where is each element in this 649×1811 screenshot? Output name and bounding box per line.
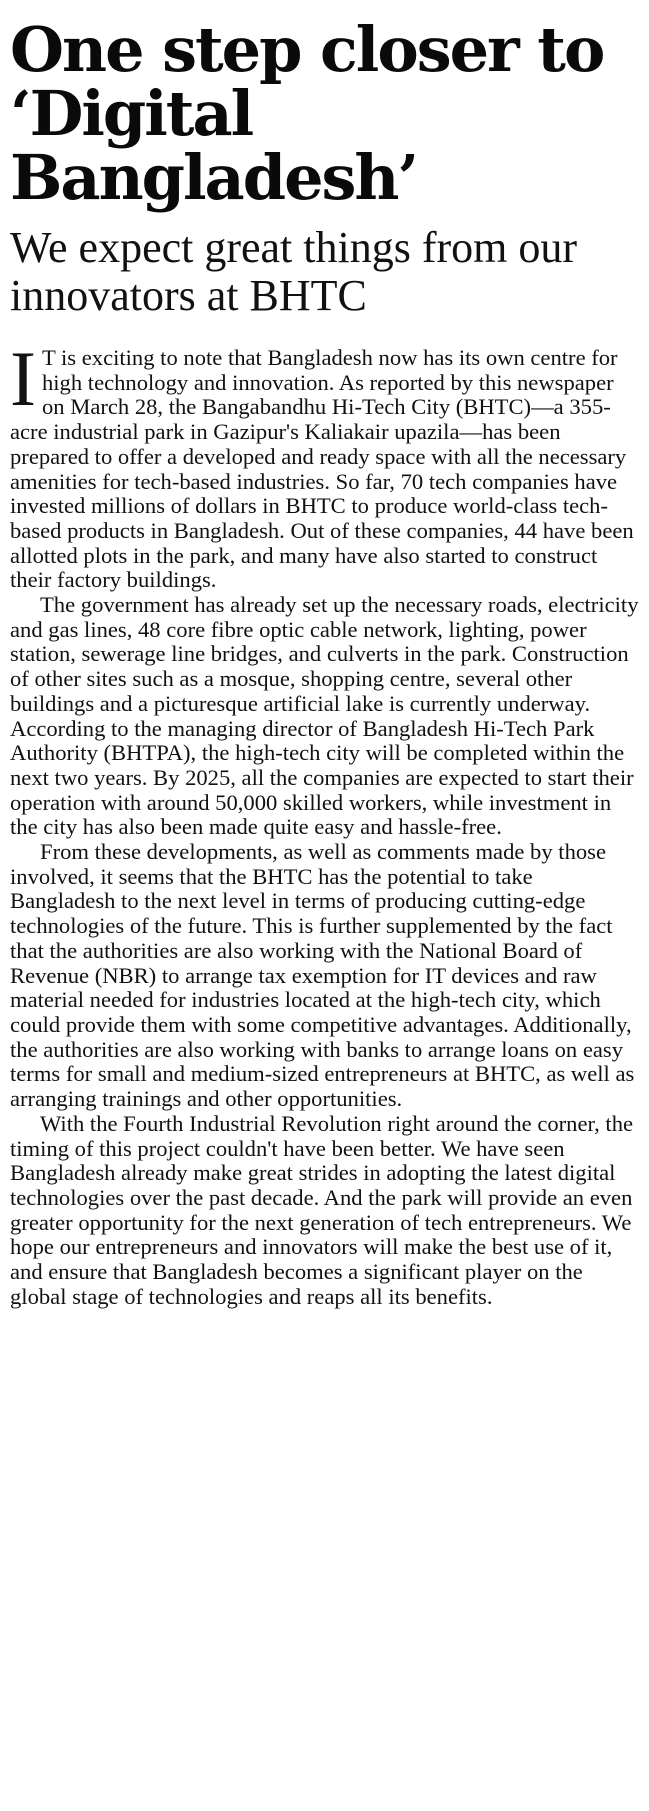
paragraph-2: The government has already set up the necessary roads, electricity and gas lines, 48 core fibre optic cable network, lighting, power station, sewerage line bridges, and culverts in the park. Construction of other sites such as a mosque, shopping centre, several other buildings and a picturesque artificial lake is currently underway. According to the managing director of Bangladesh Hi-Tech Park Authority (BHTPA), the high-tech city will be completed within the next two years. By 2025, all the companies are expected to start their operation with around 50,000 skilled workers, while investment in the city has also been made quite easy and hassle-free. xyxy=(10,592,639,840)
editorial-article xyxy=(10,13,640,1309)
paragraph-4: With the Fourth Industrial Revolution right around the corner, the timing of this project couldn't have been better. We have seen Bangladesh already make great strides in adopting the latest digital technologies over the past decade. And the park will provide an even greater opportunity for the next generation of tech entrepreneurs. We hope our entrepreneurs and innovators will make the best use of it, and ensure that Bangladesh becomes a significant player on the global stage of technologies and reaps all its benefits. xyxy=(10,1110,634,1309)
headline: One step closer to ‘Digital Bangladesh’ xyxy=(10,13,604,214)
article-body xyxy=(10,335,640,1309)
paragraph-1-text: T is exciting to note that Bangladesh now has its own centre for high technology and innovation. As reported by this newspaper on March 28, the Bangabandhu Hi-Tech City (BHTC)—a 355-acre industrial park in Gazipur's Kaliakair upazila—has been prepared to offer a developed and ready space with all the necessary amenities for tech-based industries. So far, 70 tech companies have invested millions of dollars in BHTC to produce world-class tech-based products in Bangladesh. Out of these companies, 44 have been allotted plots in the park, and many have also started to construct their factory buildings. xyxy=(10,345,634,593)
drop-cap: I xyxy=(10,335,36,422)
paragraph-3: From these developments, as well as comments made by those involved, it seems that the BHTC has the potential to take Bangladesh to the next level in terms of producing cutting-edge technologies of the future. This is further supplemented by the fact that the authorities are also working with the National Board of Revenue (NBR) to arrange tax exemption for IT devices and raw material needed for industries located at the high-tech city, which could provide them with some competitive advantages. Additionally, the authorities are also working with banks to arrange loans on easy terms for small and medium-sized entrepreneurs at BHTC, as well as arranging trainings and other opportunities. xyxy=(10,839,635,1112)
paragraph-1 xyxy=(10,335,640,593)
subheadline: We expect great things from our innovators at BHTC xyxy=(10,223,578,320)
